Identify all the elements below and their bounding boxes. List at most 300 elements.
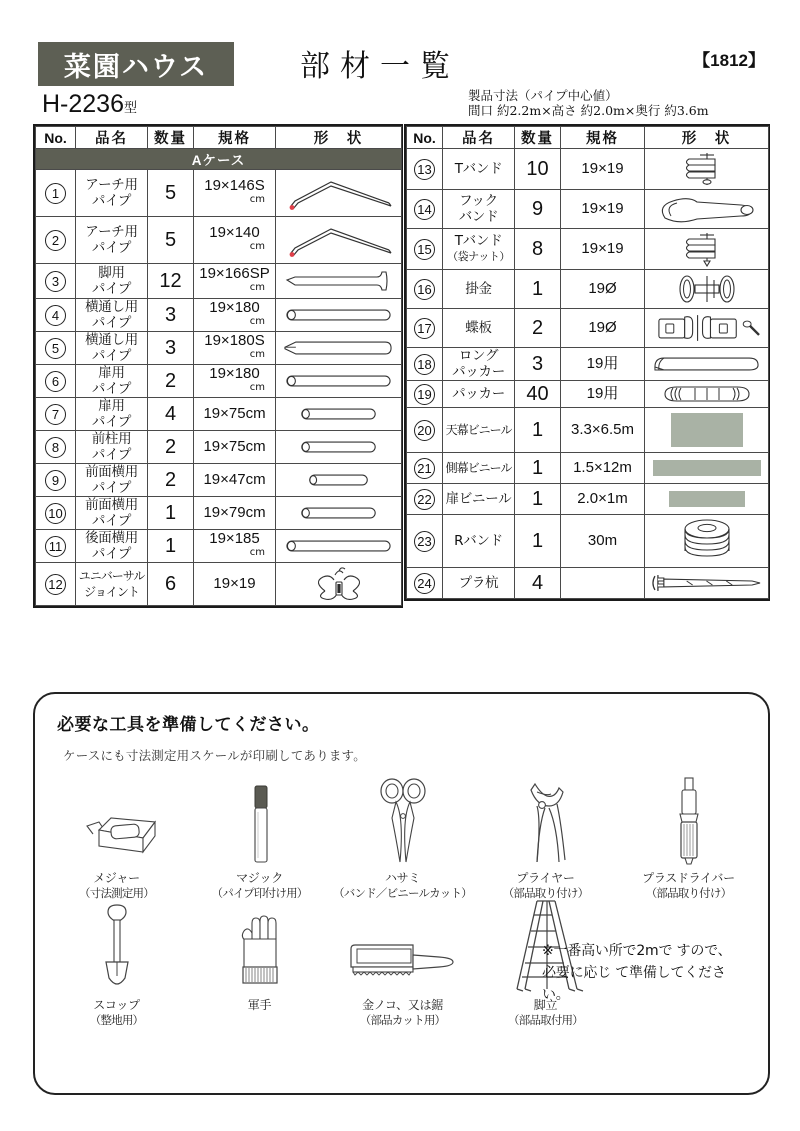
tool-name: 金ノコ、又は鋸: [362, 998, 443, 1012]
hacksaw-icon: [345, 901, 461, 993]
circled-number: 18: [414, 354, 435, 375]
parts-table-right-body: [407, 149, 769, 599]
table-row: [36, 563, 402, 606]
shape-cell: [276, 365, 402, 398]
column-header-no: No.: [407, 127, 443, 149]
part-name-line-2: パイプ: [91, 480, 132, 496]
tool-label: [360, 998, 445, 1028]
dimensions-line-1: 製品寸法（パイプ中心値）: [468, 88, 618, 103]
table-row: [36, 170, 402, 217]
shape-cell: [645, 568, 769, 599]
tool-purpose: （パイプ印付け用）: [211, 886, 308, 900]
model-suffix: 型: [124, 101, 138, 116]
spec-unit: cm: [249, 282, 265, 293]
tools-row-1: [45, 774, 761, 901]
table-row: [36, 264, 402, 299]
row-number-cell: [407, 270, 443, 309]
t-band-nut-icon: [649, 231, 764, 267]
part-name-line-2: パイプ: [91, 193, 132, 209]
row-number-cell: [407, 484, 443, 515]
part-name-line-2: パイプ: [91, 240, 132, 256]
spec-cell: 19×75cm: [194, 398, 276, 431]
arch-pipe-icon: [280, 219, 397, 261]
part-name-cell: [76, 464, 148, 497]
spec-unit: cm: [249, 382, 265, 393]
part-name-line-1: 前柱用: [91, 431, 132, 447]
page-title: 部材一覧: [300, 49, 460, 84]
circled-number: 15: [414, 239, 435, 260]
case-band-row: [36, 149, 402, 170]
latch-icon: [649, 272, 764, 306]
table-row: [407, 309, 769, 348]
circled-number: 21: [414, 458, 435, 479]
row-number-cell: [36, 332, 76, 365]
table-row: [407, 484, 769, 515]
part-name-line-1: 前面横用: [85, 464, 138, 480]
work-glove-icon: [232, 901, 288, 993]
part-name-line-1: フック: [459, 193, 498, 209]
spec-value: 19×166SP: [199, 265, 270, 282]
short-pipe-icon: [280, 404, 397, 424]
parts-table-left: [33, 124, 403, 608]
marker-pen-icon: [240, 774, 280, 866]
part-name-cell: 天幕ビニール: [443, 408, 515, 453]
circled-number: 9: [45, 470, 66, 491]
tool-purpose: （部品取り付け）: [502, 886, 589, 900]
tool-purpose: （寸法測定用）: [79, 886, 154, 900]
shape-cell: [645, 381, 769, 408]
circled-number: 7: [45, 404, 66, 425]
row-number-cell: [407, 381, 443, 408]
part-name-cell: 蝶板: [443, 309, 515, 348]
screwdriver-icon: [667, 774, 711, 866]
table-row: [407, 348, 769, 381]
row-number-cell: [407, 229, 443, 270]
tool-item: [188, 774, 331, 901]
part-name-line-1: ロング: [458, 348, 499, 364]
tool-item: [331, 774, 474, 901]
circled-number: 14: [414, 199, 435, 220]
part-name-cell: 側幕ビニール: [443, 453, 515, 484]
tool-label: [79, 871, 154, 901]
brand-badge: 菜園ハウス: [38, 42, 234, 86]
shape-cell: [276, 530, 402, 563]
quantity-cell: 9: [515, 190, 561, 229]
quantity-cell: 1: [148, 530, 194, 563]
part-name-cell: [76, 217, 148, 264]
shape-cell: [645, 309, 769, 348]
part-name-line-2: パイプ: [91, 546, 132, 562]
part-name-cell: 掛金: [443, 270, 515, 309]
dimensions-line-2: 間口 約2.2m×高さ 約2.0m×奥行 約3.6m: [468, 103, 709, 118]
quantity-cell: 1: [515, 453, 561, 484]
spec-cell: [194, 530, 276, 563]
table-row: [36, 530, 402, 563]
shovel-icon: [92, 901, 142, 993]
table-row: [407, 270, 769, 309]
shape-cell: [645, 515, 769, 568]
spec-cell: [194, 170, 276, 217]
table-row: [407, 149, 769, 190]
shape-cell: [276, 563, 402, 606]
column-header-name: 品名: [443, 127, 515, 149]
row-number-cell: [407, 149, 443, 190]
taper-pipe-icon: [280, 338, 397, 358]
table-row: [36, 464, 402, 497]
shape-cell: [645, 484, 769, 515]
shape-cell: [276, 170, 402, 217]
circled-number: 4: [45, 305, 66, 326]
hinge-icon: [649, 311, 764, 345]
spec-cell: [194, 299, 276, 332]
coil-icon: [649, 517, 764, 565]
part-name-line-2: パッカー: [452, 364, 505, 380]
row-number-cell: [407, 453, 443, 484]
spec-cell: 19用: [561, 381, 645, 408]
part-name-line-1: アーチ用: [85, 177, 138, 193]
stake-icon: [649, 570, 764, 596]
row-number-cell: [36, 563, 76, 606]
tool-label: [642, 871, 735, 901]
product-dimensions: [468, 88, 709, 118]
spec-unit: cm: [249, 547, 265, 558]
table-row: [407, 515, 769, 568]
tool-item: [45, 774, 188, 901]
spec-cell: 19×79cm: [194, 497, 276, 530]
row-number-cell: [36, 530, 76, 563]
part-name-cell: [76, 264, 148, 299]
spec-cell: [561, 568, 645, 599]
circled-number: 17: [414, 318, 435, 339]
quantity-cell: 1: [515, 515, 561, 568]
spec-value: 19×146S: [204, 177, 265, 194]
quantity-cell: 3: [148, 299, 194, 332]
spec-cell: 30m: [561, 515, 645, 568]
quantity-cell: 3: [515, 348, 561, 381]
tool-item: [45, 901, 188, 1028]
quantity-cell: 2: [148, 431, 194, 464]
shape-cell: [276, 431, 402, 464]
model-number: [42, 90, 137, 119]
circled-number: 1: [45, 183, 66, 204]
shape-cell: [276, 497, 402, 530]
shape-cell: [276, 264, 402, 299]
straight-pipe-icon: [280, 536, 397, 556]
table-row: [36, 497, 402, 530]
row-number-cell: [407, 348, 443, 381]
spec-unit: cm: [249, 241, 265, 252]
circled-number: 20: [414, 420, 435, 441]
quantity-cell: 6: [148, 563, 194, 606]
part-name-line-2: パイプ: [91, 281, 132, 297]
circled-number: 10: [45, 503, 66, 524]
shape-cell: [645, 270, 769, 309]
parts-table-left-grid: [35, 126, 402, 606]
arch-pipe-icon: [280, 172, 397, 214]
hook-band-icon: [649, 192, 764, 226]
quantity-cell: 2: [515, 309, 561, 348]
parts-table-left-body: [36, 149, 402, 606]
spec-unit: cm: [249, 349, 265, 360]
part-name-cell: Tバンド: [443, 149, 515, 190]
part-name-cell: プラ杭: [443, 568, 515, 599]
tool-label: [90, 998, 144, 1028]
table-row: [36, 431, 402, 464]
t-band-icon: [649, 151, 764, 187]
table-row: [36, 332, 402, 365]
quantity-cell: 8: [515, 229, 561, 270]
table-row: [407, 568, 769, 599]
table-row: [36, 299, 402, 332]
spec-unit: cm: [249, 316, 265, 327]
row-number-cell: [36, 264, 76, 299]
table-row: [36, 365, 402, 398]
part-name-line-2: パイプ: [91, 315, 132, 331]
tool-item: [474, 774, 617, 901]
shape-cell: [276, 299, 402, 332]
spec-cell: [194, 332, 276, 365]
part-name-cell: [76, 299, 148, 332]
row-number-cell: [407, 568, 443, 599]
shape-cell: [645, 453, 769, 484]
part-name-cell: Rバンド: [443, 515, 515, 568]
quantity-cell: 5: [148, 217, 194, 264]
shape-cell: [276, 217, 402, 264]
straight-pipe-icon: [280, 371, 397, 391]
quantity-cell: 1: [515, 408, 561, 453]
packer-icon: [649, 383, 764, 405]
spec-unit: cm: [249, 194, 265, 205]
tool-item: [188, 901, 331, 1028]
model-number-value: H-2236: [42, 90, 124, 118]
row-number-cell: [407, 309, 443, 348]
part-name-cell: [76, 170, 148, 217]
spec-cell: 19×19: [194, 563, 276, 606]
table-header-row: [36, 127, 402, 149]
circled-number: 16: [414, 279, 435, 300]
leg-pipe-icon: [280, 266, 397, 296]
parts-table-right: [404, 124, 770, 601]
table-row: [36, 217, 402, 264]
row-number-cell: [36, 497, 76, 530]
circled-number: 24: [414, 573, 435, 594]
part-name-line-1: 後面横用: [85, 530, 138, 546]
tool-name: プラスドライバー: [642, 871, 735, 885]
quantity-cell: 4: [148, 398, 194, 431]
table-header-row: [407, 127, 769, 149]
shape-cell: [276, 464, 402, 497]
vinyl-large-icon: [649, 410, 764, 450]
shape-cell: [645, 149, 769, 190]
row-number-cell: [407, 408, 443, 453]
spec-cell: 1.5×12m: [561, 453, 645, 484]
circled-number: 22: [414, 489, 435, 510]
circled-number: 13: [414, 159, 435, 180]
spec-cell: 19×19: [561, 229, 645, 270]
part-name-line-2: パイプ: [91, 348, 132, 364]
row-number-cell: [36, 170, 76, 217]
part-name-line-2: パイプ: [91, 447, 132, 463]
spec-cell: [194, 264, 276, 299]
tools-title: 必要な工具を準備してください。: [57, 715, 320, 735]
shape-cell: [645, 408, 769, 453]
tool-name: プライヤー: [516, 871, 575, 885]
part-name-line-1: Tバンド: [454, 233, 503, 249]
column-header-shape: 形 状: [276, 127, 402, 149]
part-name-line-1: 前面横用: [85, 497, 138, 513]
tape-measure-icon: [69, 774, 165, 866]
short-pipe-icon: [280, 437, 397, 457]
circled-number: 19: [414, 384, 435, 405]
tool-name: 脚立: [533, 998, 558, 1012]
vinyl-small-icon: [649, 486, 764, 512]
part-name-cell: [443, 190, 515, 229]
table-row: [407, 381, 769, 408]
spec-cell: 19用: [561, 348, 645, 381]
column-header-spec: 規格: [194, 127, 276, 149]
quantity-cell: 10: [515, 149, 561, 190]
table-row: [36, 398, 402, 431]
circled-number: 23: [414, 531, 435, 552]
part-name-line-1: アーチ用: [85, 224, 138, 240]
shape-cell: [276, 398, 402, 431]
part-name-line-1: 扉用: [98, 398, 125, 414]
spec-cell: 3.3×6.5m: [561, 408, 645, 453]
tool-label: [248, 998, 271, 1013]
spec-value: 19×180: [209, 365, 260, 382]
circled-number: 12: [45, 574, 66, 595]
spec-cell: 2.0×1m: [561, 484, 645, 515]
spec-cell: 19×19: [561, 149, 645, 190]
spec-cell: [194, 365, 276, 398]
tool-purpose: （部品カット用）: [359, 1013, 446, 1027]
spec-value: 19×180: [209, 299, 260, 316]
row-number-cell: [36, 299, 76, 332]
straight-pipe-icon: [280, 305, 397, 325]
document-code: 【1812】: [693, 51, 765, 70]
quantity-cell: 40: [515, 381, 561, 408]
spec-cell: 19Ø: [561, 309, 645, 348]
spec-value: 19×185: [209, 530, 260, 547]
quantity-cell: 3: [148, 332, 194, 365]
quantity-cell: 2: [148, 464, 194, 497]
spec-cell: 19Ø: [561, 270, 645, 309]
part-name-cell: [76, 398, 148, 431]
table-row: [407, 408, 769, 453]
column-header-shape: 形 状: [645, 127, 769, 149]
part-name-line-2: パイプ: [91, 414, 132, 430]
parts-table-right-grid: [406, 126, 769, 599]
tool-item: [617, 774, 760, 901]
tool-name: マジック: [236, 871, 283, 885]
tools-panel: [33, 692, 770, 1095]
pliers-icon: [515, 774, 577, 866]
scissors-icon: [370, 774, 436, 866]
part-name-cell: [76, 332, 148, 365]
part-name-cell: [76, 365, 148, 398]
column-header-qty: 数量: [515, 127, 561, 149]
part-name-cell: 扉ビニール: [443, 484, 515, 515]
circled-number: 2: [45, 230, 66, 251]
part-name-line-2: ジョイント: [84, 585, 139, 599]
row-number-cell: [36, 431, 76, 464]
tool-name: ハサミ: [384, 871, 421, 885]
shape-cell: [645, 229, 769, 270]
quantity-cell: 2: [148, 365, 194, 398]
tool-purpose: （整地用）: [89, 1013, 144, 1027]
part-name-line-2: バンド: [458, 209, 499, 225]
tool-label: [212, 871, 308, 901]
part-name-line-2: （袋ナット）: [447, 250, 510, 263]
long-packer-icon: [649, 353, 764, 375]
spec-value: 19×180S: [204, 332, 265, 349]
part-name-cell: [76, 497, 148, 530]
row-number-cell: [407, 515, 443, 568]
quantity-cell: 1: [148, 497, 194, 530]
quantity-cell: 4: [515, 568, 561, 599]
circled-number: 6: [45, 371, 66, 392]
part-name-cell: パッカー: [443, 381, 515, 408]
row-number-cell: [407, 190, 443, 229]
spec-cell: [194, 217, 276, 264]
row-number-cell: [36, 217, 76, 264]
short-pipe-icon: [280, 503, 397, 523]
spec-value: 19×140: [209, 224, 260, 241]
column-header-spec: 規格: [561, 127, 645, 149]
row-number-cell: [36, 398, 76, 431]
tool-name: 軍手: [247, 998, 272, 1012]
row-number-cell: [36, 365, 76, 398]
shape-cell: [645, 190, 769, 229]
part-name-line-1: 脚用: [98, 265, 125, 281]
part-name-line-1: 横通し用: [85, 332, 138, 348]
table-row: [407, 453, 769, 484]
row-number-cell: [36, 464, 76, 497]
tool-purpose: （部品取付用）: [508, 1013, 583, 1027]
case-band-label: Aケース: [36, 149, 402, 170]
tool-purpose: （バンド／ビニールカット）: [333, 886, 472, 900]
part-name-cell: [76, 563, 148, 606]
spec-cell: 19×75cm: [194, 431, 276, 464]
quantity-cell: 5: [148, 170, 194, 217]
shape-cell: [645, 348, 769, 381]
tool-purpose: （部品取り付け）: [645, 886, 732, 900]
table-row: [407, 229, 769, 270]
vinyl-long-icon: [649, 455, 764, 481]
table-row: [407, 190, 769, 229]
part-name-line-1: 横通し用: [85, 299, 138, 315]
tool-name: メジャー: [93, 871, 140, 885]
part-name-line-2: パイプ: [91, 513, 132, 529]
column-header-no: No.: [36, 127, 76, 149]
spec-cell: 19×47cm: [194, 464, 276, 497]
tools-subtitle: ケースにも寸法測定用スケールが印刷してあります。: [63, 748, 366, 763]
shape-cell: [276, 332, 402, 365]
tools-note: ※一番高い所で2mで すので、必要に応じ て準備してください。: [542, 943, 732, 1003]
quantity-cell: 1: [515, 270, 561, 309]
part-name-cell: [76, 431, 148, 464]
tool-label: [333, 871, 472, 901]
universal-joint-icon: [280, 565, 397, 603]
quantity-cell: 12: [148, 264, 194, 299]
circled-number: 8: [45, 437, 66, 458]
part-name-cell: [443, 229, 515, 270]
quantity-cell: 1: [515, 484, 561, 515]
circled-number: 3: [45, 271, 66, 292]
column-header-qty: 数量: [148, 127, 194, 149]
circled-number: 11: [45, 536, 66, 557]
part-name-cell: [76, 530, 148, 563]
